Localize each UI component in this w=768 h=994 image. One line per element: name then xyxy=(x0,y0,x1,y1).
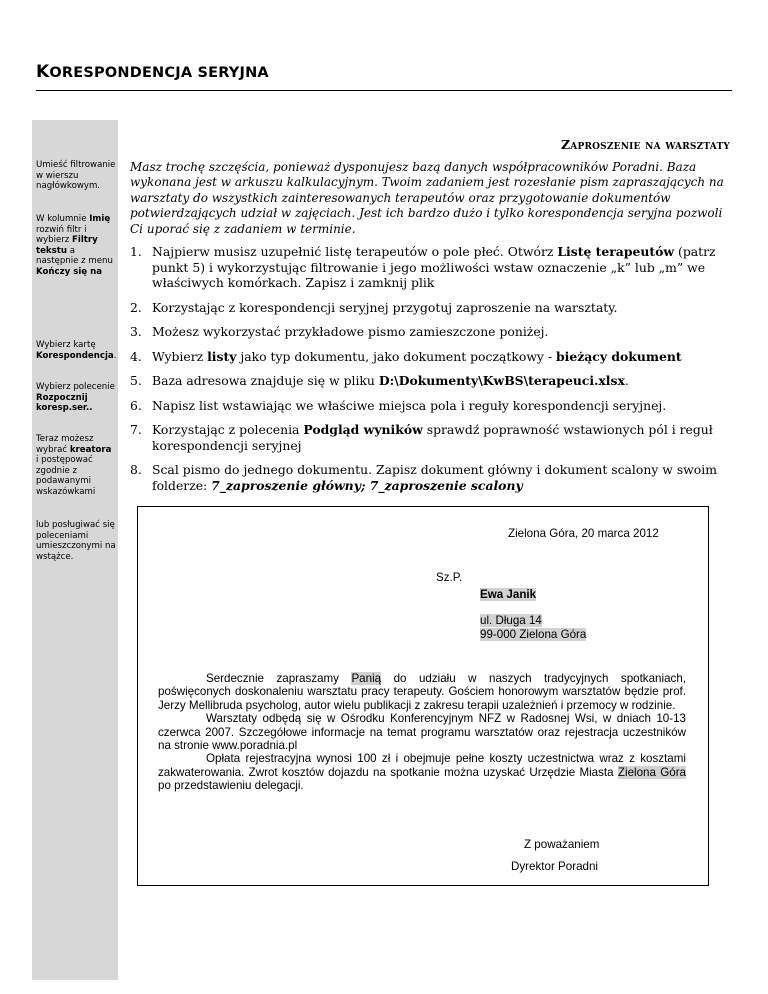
letter-paragraph-3: Opłata rejestracyjna wynosi 100 zł i obejmuje pełne koszty uczestnictwa wraz z kosztami zakwaterowania. Zwrot kosztów dojazdu na spotkanie można uzyskać Urzędzie Miasta Zielona Góra po przedstawieniu delegacji. xyxy=(158,752,687,793)
letter-body xyxy=(158,672,686,793)
section-title: Zaproszenie na warsztaty xyxy=(560,137,730,152)
letter-paragraph-2: Warsztaty odbędą się w Ośrodku Konferencyjnym NFZ w Radosnej Wsi, w dniach 10-13 czerwca 2007. Szczegółowe informacje na temat programu warsztatów oraz rejestracja uczestników na stronie www.poradnia.pl xyxy=(158,712,686,753)
step-1: 1. Najpierw musisz uzupełnić listę terapeutów o pole płeć. Otwórz Listę terapeutów (patrz punkt 5) i wykorzystując filtrowanie i jego możliwości wstaw oznaczenie „k” lub „m” we właściwych komórkach. Zapisz i zamknij plik xyxy=(130,244,716,290)
title-rule xyxy=(36,90,732,91)
step-7: 7. Korzystając z polecenia Podgląd wyników sprawdź poprawność wstawionych pól i reguł korespondencji seryjnej xyxy=(130,422,713,453)
sidebar-note-5: Teraz możesz wybrać kreatora i postępować zgodnie z podawanymi wskazówkami xyxy=(36,434,112,497)
letter-paragraph-1: Serdecznie zapraszamy Panią do udziału w naszych tradycyjnych spotkaniach, poświęconych doskonaleniu warsztatu pracy terapeuty. Gościem honorowym warsztatów będzie prof. Jerzy Mellibruda psycholog, autor wielu publikacji z zakresu terapii uzależnień i przemocy w rodzinie. xyxy=(158,672,686,712)
step-5: 5. Baza adresowa znajduje się w pliku D:\Dokumenty\KwBS\terapeuci.xlsx. xyxy=(130,373,629,388)
step-3: 3. Możesz wykorzystać przykładowe pismo zamieszczone poniżej. xyxy=(130,324,549,339)
document-title: KORESPONDENCJA SERYJNA xyxy=(36,62,269,82)
sidebar-note-2: W kolumnie Imię rozwiń filtr i wybierz Filtry tekstu a następnie z menu Kończy się na xyxy=(36,214,113,277)
letter-signature: Dyrektor Poradni xyxy=(511,860,598,873)
step-8: 8. Scal pismo do jednego dokumentu. Zapisz dokument główny i dokument scalony w swoim folderze: 7_zaproszenie główny; 7_zaproszenie scalony xyxy=(130,462,717,493)
sidebar-note-6: lub posługiwać się poleceniami umieszczonymi na wstążce. xyxy=(36,520,116,562)
step-2: 2. Korzystając z korespondencji seryjnej przygotuj zaproszenie na warsztaty. xyxy=(130,299,618,315)
letter-salutation: Sz.P. xyxy=(436,571,463,584)
intro-paragraph: Masz trochę szczęścia, ponieważ dysponujesz bazą danych współpracowników Poradni. Baza wykonana jest w arkuszu kalkulacyjnym. Twoim zadaniem jest rozesłanie pism zapraszających na warsztaty do wszystkich zainteresowanych terapeutów oraz przygotowanie dokumentów potwierdzających udział w zajęciach. Jest ich bardzo dużo i tylko korespondencja seryjna pozwoli Ci uporać się z zadaniem w terminie. xyxy=(130,160,724,236)
sidebar-note-1: Umieść filtrowanie w wierszu nagłówkowym. xyxy=(36,160,116,192)
letter-closing: Z poważaniem xyxy=(524,838,600,851)
step-4: 4. Wybierz listy jako typ dokumentu, jako dokument początkowy - bieżący dokument xyxy=(130,348,682,364)
letter-recipient-name: Ewa Janik xyxy=(480,588,537,601)
step-6: 6. Napisz list wstawiając we właściwe miejsca pola i reguły korespondencji seryjnej. xyxy=(130,397,667,413)
steps-list xyxy=(130,244,730,502)
sidebar-note-3: Wybierz kartę Korespondencja. xyxy=(36,340,117,361)
sidebar-note-4: Wybierz polecenie Rozpocznij koresp.ser.. xyxy=(36,382,115,414)
letter-address: ul. Długa 14 99-000 Zielona Góra xyxy=(480,614,587,641)
letter-place-date: Zielona Góra, 20 marca 2012 xyxy=(508,527,659,540)
